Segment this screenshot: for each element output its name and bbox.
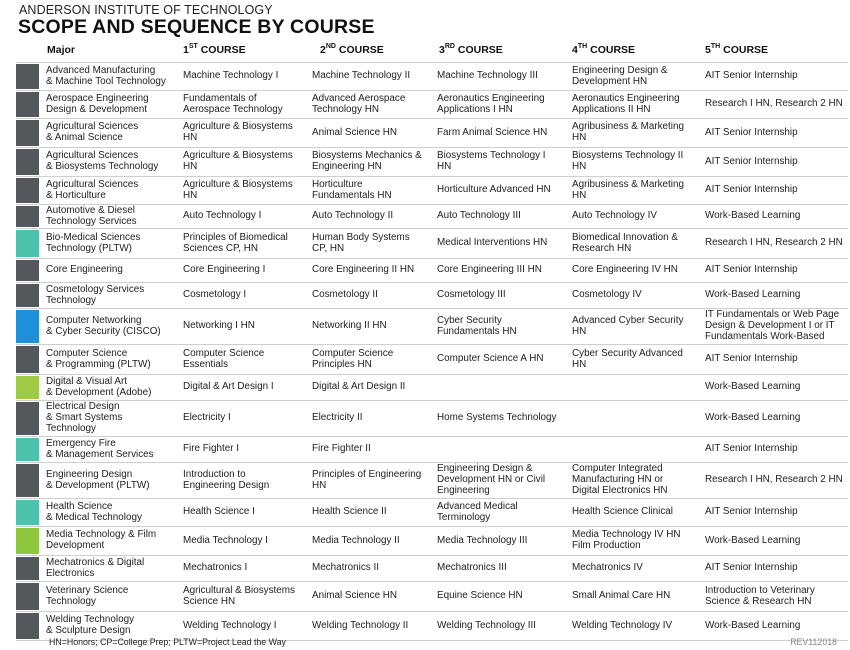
table-row — [16, 582, 848, 612]
category-color-swatch — [16, 178, 39, 203]
course-4-cell: Core Engineering IV HN — [572, 264, 678, 276]
institute-name: ANDERSON INSTITUTE OF TECHNOLOGY — [19, 3, 273, 17]
table-row — [16, 375, 848, 401]
major-cell: Welding Technology & Sculpture Design — [46, 614, 135, 636]
page-title: SCOPE AND SEQUENCE BY COURSE — [18, 16, 375, 38]
course-2-cell: Animal Science HN — [312, 126, 398, 138]
course-2-cell: Cosmetology II — [312, 289, 378, 301]
course-2-cell: Auto Technology II — [312, 210, 394, 222]
major-cell: Electrical Design & Smart Systems Technology — [46, 401, 123, 434]
course-5-cell: Research I HN, Research 2 HN — [705, 237, 843, 249]
category-color-swatch — [16, 149, 39, 175]
major-cell: Digital & Visual Art & Development (Adobe) — [46, 375, 152, 398]
course-1-cell: Machine Technology I — [183, 70, 279, 82]
course-3-cell: Home Systems Technology — [437, 412, 557, 424]
course-2-cell: Core Engineering II HN — [312, 264, 415, 276]
category-color-swatch — [16, 284, 39, 307]
major-cell: Computer Networking & Cyber Security (CISCO) — [46, 314, 161, 337]
category-color-swatch — [16, 613, 39, 639]
category-color-swatch — [16, 64, 39, 89]
course-4-cell: Biomedical Innovation & Research HN — [572, 231, 678, 254]
course-4-cell: Cyber Security Advanced HN — [572, 347, 683, 370]
course-2-cell: Horticulture Fundamentals HN — [312, 178, 392, 201]
course-5-cell: AIT Senior Internship — [705, 184, 798, 196]
course-3-cell: Computer Science A HN — [437, 353, 544, 365]
course-4-cell: Small Animal Care HN — [572, 590, 671, 602]
course-3-cell: Farm Animal Science HN — [437, 126, 548, 138]
course-3-cell: Equine Science HN — [437, 590, 523, 602]
course-1-cell: Agriculture & Biosystems HN — [183, 121, 293, 143]
course-4-cell: Media Technology IV HN Film Production — [572, 529, 681, 551]
category-color-swatch — [16, 230, 39, 257]
column-header-course-1: 1ST COURSE — [183, 43, 246, 56]
course-5-cell: AIT Senior Internship — [705, 353, 798, 365]
course-5-cell: Work-Based Learning — [705, 210, 801, 222]
course-1-cell: Agriculture & Biosystems HN — [183, 178, 293, 201]
category-color-swatch — [16, 464, 39, 497]
course-3-cell: Auto Technology III — [437, 210, 521, 222]
course-4-cell: Health Science Clinical — [572, 506, 673, 518]
course-3-cell: Machine Technology III — [437, 70, 538, 82]
course-1-cell: Digital & Art Design I — [183, 381, 274, 393]
column-header-course-2: 2ND COURSE — [320, 43, 384, 56]
table-row — [16, 283, 848, 309]
course-2-cell: Digital & Art Design II — [312, 381, 406, 393]
table-row — [16, 527, 848, 556]
course-5-cell: IT Fundamentals or Web Page Design & Development I or IT Fundamentals Work-Based — [705, 309, 840, 342]
course-3-cell: Media Technology III — [437, 534, 528, 546]
table-row — [16, 345, 848, 375]
major-cell: Advanced Manufacturing & Machine Tool Technology — [46, 64, 166, 87]
category-color-swatch — [16, 206, 39, 227]
course-1-cell: Welding Technology I — [183, 619, 277, 631]
category-color-swatch — [16, 528, 39, 554]
course-4-cell: Agribusiness & Marketing HN — [572, 121, 684, 143]
category-color-swatch — [16, 402, 39, 435]
course-2-cell: Health Science II — [312, 506, 387, 518]
course-3-cell: Core Engineering III HN — [437, 264, 542, 276]
major-cell: Emergency Fire & Management Services — [46, 437, 154, 460]
category-color-swatch — [16, 120, 39, 146]
category-color-swatch — [16, 346, 39, 373]
table-row — [16, 119, 848, 148]
course-4-cell: Engineering Design & Development HN — [572, 64, 668, 87]
table-row — [16, 63, 848, 91]
major-cell: Cosmetology Services Technology — [46, 283, 145, 306]
course-1-cell: Auto Technology I — [183, 210, 262, 222]
major-cell: Veterinary Science Technology — [46, 584, 129, 607]
table-row — [16, 229, 848, 259]
course-4-cell: Advanced Cyber Security HN — [572, 314, 684, 337]
course-1-cell: Electricity I — [183, 412, 231, 424]
table-row — [16, 499, 848, 527]
course-4-cell: Welding Technology IV — [572, 619, 673, 631]
course-5-cell: Introduction to Veterinary Science & Research HN — [705, 584, 815, 607]
course-1-cell: Networking I HN — [183, 320, 255, 332]
column-header-course-4: 4TH COURSE — [572, 43, 636, 56]
course-3-cell: Horticulture Advanced HN — [437, 184, 551, 196]
course-5-cell: AIT Senior Internship — [705, 126, 798, 138]
table-row — [16, 401, 848, 437]
course-3-cell: Cosmetology III — [437, 289, 506, 301]
major-cell: Agricultural Sciences & Horticulture — [46, 178, 139, 201]
revision-code: REV112018 — [790, 637, 837, 647]
course-5-cell: AIT Senior Internship — [705, 562, 798, 574]
course-3-cell: Mechatronics III — [437, 562, 507, 574]
course-4-cell: Agribusiness & Marketing HN — [572, 178, 684, 201]
column-header-course-5: 5TH COURSE — [705, 43, 769, 56]
course-3-cell: Medical Interventions HN — [437, 237, 548, 249]
course-1-cell: Mechatronics I — [183, 562, 248, 574]
major-cell: Health Science & Medical Technology — [46, 500, 142, 523]
table-row — [16, 205, 848, 229]
course-4-cell: Aeronautics Engineering Applications II HN — [572, 92, 680, 115]
course-1-cell: Agricultural & Biosystems Science HN — [183, 584, 295, 607]
course-2-cell: Welding Technology II — [312, 619, 409, 631]
major-cell: Bio-Medical Sciences Technology (PLTW) — [46, 231, 141, 254]
course-1-cell: Computer Science Essentials — [183, 347, 265, 370]
course-4-cell: Mechatronics IV — [572, 562, 643, 574]
course-5-cell: Work-Based Learning — [705, 619, 801, 631]
course-1-cell: Fire Fighter I — [183, 443, 239, 455]
column-header-course-3: 3RD COURSE — [439, 43, 503, 56]
major-cell: Core Engineering — [46, 264, 123, 276]
course-5-cell: Work-Based Learning — [705, 534, 801, 546]
major-cell: Media Technology & Film Development — [46, 529, 157, 551]
table-row — [16, 148, 848, 177]
column-header-major: Major — [47, 44, 76, 56]
course-1-cell: Health Science I — [183, 506, 255, 518]
course-2-cell: Human Body Systems CP, HN — [312, 231, 410, 254]
course-1-cell: Principles of Biomedical Sciences CP, HN — [183, 231, 288, 254]
course-3-cell: Advanced Medical Terminology — [437, 500, 518, 523]
category-color-swatch — [16, 92, 39, 117]
table-row — [16, 463, 848, 499]
course-5-cell: Research I HN, Research 2 HN — [705, 474, 843, 486]
table-row — [16, 177, 848, 205]
course-2-cell: Animal Science HN — [312, 590, 398, 602]
course-5-cell: Work-Based Learning — [705, 412, 801, 424]
major-cell: Mechatronics & Digital Electronics — [46, 556, 145, 579]
table-row — [16, 309, 848, 345]
course-1-cell: Cosmetology I — [183, 289, 247, 301]
table-row — [16, 437, 848, 463]
category-color-swatch — [16, 438, 39, 461]
course-3-cell: Engineering Design & Development HN or Civil Engineering — [437, 463, 546, 496]
major-cell: Computer Science & Programming (PLTW) — [46, 347, 151, 370]
course-2-cell: Mechatronics II — [312, 562, 379, 574]
major-cell: Aerospace Engineering Design & Development — [46, 92, 149, 115]
course-table — [16, 62, 848, 641]
major-cell: Agricultural Sciences & Biosystems Technology — [46, 150, 159, 172]
category-color-swatch — [16, 500, 39, 525]
table-row — [16, 259, 848, 283]
course-2-cell: Computer Science Principles HN — [312, 347, 394, 370]
category-color-swatch — [16, 260, 39, 281]
course-3-cell: Aeronautics Engineering Applications I HN — [437, 92, 545, 115]
course-1-cell: Media Technology I — [183, 534, 268, 546]
course-2-cell: Networking II HN — [312, 320, 387, 332]
major-cell: Automotive & Diesel Technology Services — [46, 204, 137, 227]
course-2-cell: Media Technology II — [312, 534, 400, 546]
course-1-cell: Core Engineering I — [183, 264, 266, 276]
course-5-cell: Work-Based Learning — [705, 381, 801, 393]
category-color-swatch — [16, 376, 39, 399]
course-5-cell: Research I HN, Research 2 HN — [705, 98, 843, 110]
course-2-cell: Electricity II — [312, 412, 363, 424]
course-5-cell: Work-Based Learning — [705, 289, 801, 301]
course-5-cell: AIT Senior Internship — [705, 264, 798, 276]
course-2-cell: Advanced Aerospace Technology HN — [312, 92, 406, 115]
course-2-cell: Fire Fighter II — [312, 443, 371, 455]
course-1-cell: Fundamentals of Aerospace Technology — [183, 92, 283, 115]
table-row — [16, 556, 848, 582]
course-3-cell: Welding Technology III — [437, 619, 536, 631]
table-row — [16, 91, 848, 119]
course-4-cell: Computer Integrated Manufacturing HN or Digital Electronics HN — [572, 463, 668, 496]
course-1-cell: Introduction to Engineering Design — [183, 468, 270, 491]
course-5-cell: AIT Senior Internship — [705, 70, 798, 82]
course-4-cell: Biosystems Technology II HN — [572, 150, 684, 172]
course-1-cell: Agriculture & Biosystems HN — [183, 150, 293, 172]
major-cell: Engineering Design & Development (PLTW) — [46, 468, 150, 491]
course-3-cell: Biosystems Technology I HN — [437, 150, 546, 172]
course-3-cell: Cyber Security Fundamentals HN — [437, 314, 517, 337]
course-2-cell: Machine Technology II — [312, 70, 411, 82]
course-2-cell: Biosystems Mechanics & Engineering HN — [312, 150, 422, 172]
category-color-swatch — [16, 583, 39, 610]
course-2-cell: Principles of Engineering HN — [312, 468, 422, 491]
abbreviation-legend: HN=Honors; CP=College Prep; PLTW=Project Lead the Way — [49, 637, 286, 647]
course-4-cell: Auto Technology IV — [572, 210, 657, 222]
course-5-cell: AIT Senior Internship — [705, 506, 798, 518]
major-cell: Agricultural Sciences & Animal Science — [46, 121, 139, 143]
course-4-cell: Cosmetology IV — [572, 289, 642, 301]
course-5-cell: AIT Senior Internship — [705, 443, 798, 455]
category-color-swatch — [16, 557, 39, 580]
category-color-swatch — [16, 310, 39, 343]
course-5-cell: AIT Senior Internship — [705, 155, 798, 167]
